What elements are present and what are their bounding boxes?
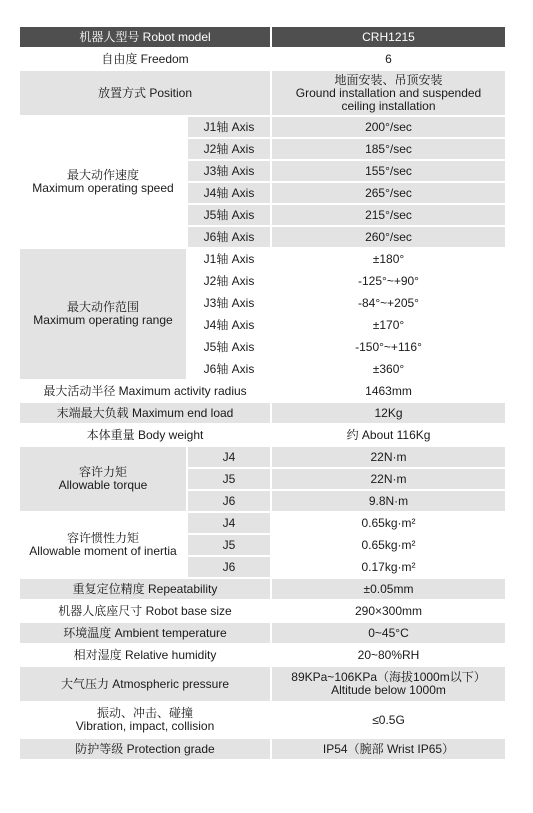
protection-value: IP54（腕部 Wrist IP65）	[272, 739, 505, 759]
pressure-value-2: Altitude below 1000m	[331, 683, 446, 697]
torque-axis-cell: J6	[188, 491, 272, 511]
position-value-en-2: ceiling installation	[341, 98, 436, 113]
range-value-cell: -150°~+116°	[272, 337, 505, 357]
table-row	[20, 703, 505, 737]
inertia-value-cell: 0.65kg·m²	[272, 535, 505, 555]
table-row	[20, 71, 505, 115]
range-label	[20, 249, 188, 379]
torque-axis-cell: J4	[188, 447, 272, 467]
speed-axis-cell: J4轴 Axis	[188, 183, 272, 203]
table-row	[20, 425, 505, 445]
range-axis-cell: J2轴 Axis	[188, 271, 272, 291]
table-row	[20, 667, 505, 701]
range-axis-cell: J1轴 Axis	[188, 249, 272, 269]
table-row	[20, 249, 505, 269]
range-axis-cell: J3轴 Axis	[188, 293, 272, 313]
base-size-label: 机器人底座尺寸 Robot base size	[20, 601, 272, 621]
pressure-value-1: 89KPa~106KPa（海拔1000m以下）	[291, 670, 486, 684]
table-row	[20, 601, 505, 621]
inertia-axis-cell: J5	[188, 535, 272, 555]
range-label-cn: 最大动作范围	[66, 300, 139, 314]
vibration-label	[20, 703, 272, 737]
protection-label: 防护等级 Protection grade	[20, 739, 272, 759]
base-size-value: 290×300mm	[272, 601, 505, 621]
table-row	[20, 447, 505, 467]
speed-value-cell: 265°/sec	[272, 183, 505, 203]
radius-value: 1463mm	[272, 381, 505, 401]
table-row	[20, 49, 505, 69]
speed-value-cell: 215°/sec	[272, 205, 505, 225]
table-row	[20, 513, 505, 533]
table-row	[20, 739, 505, 759]
range-value-cell: -84°~+205°	[272, 293, 505, 313]
speed-axis-cell: J3轴 Axis	[188, 161, 272, 181]
range-axis-cell: J4轴 Axis	[188, 315, 272, 335]
range-value-cell: -125°~+90°	[272, 271, 505, 291]
ambient-temp-label: 环境温度 Ambient temperature	[20, 623, 272, 643]
end-load-label: 末端最大负载 Maximum end load	[20, 403, 272, 423]
humidity-value: 20~80%RH	[272, 645, 505, 665]
position-label: 放置方式 Position	[20, 71, 272, 115]
body-weight-label: 本体重量 Body weight	[20, 425, 272, 445]
end-load-value: 12Kg	[272, 403, 505, 423]
table-row	[20, 645, 505, 665]
speed-label-en: Maximum operating speed	[32, 181, 174, 195]
table-row	[20, 117, 505, 137]
repeatability-value: ±0.05mm	[272, 579, 505, 599]
humidity-label: 相对湿度 Relative humidity	[20, 645, 272, 665]
radius-label: 最大活动半径 Maximum activity radius	[20, 381, 272, 401]
freedom-label: 自由度 Freedom	[20, 49, 272, 69]
inertia-label-en: Allowable moment of inertia	[29, 544, 177, 558]
pressure-label: 大气压力 Atmospheric pressure	[20, 667, 272, 701]
torque-value-cell: 22N·m	[272, 447, 505, 467]
range-label-en: Maximum operating range	[33, 313, 173, 327]
torque-label-cn: 容许力矩	[78, 465, 127, 479]
range-axis-cell: J5轴 Axis	[188, 337, 272, 357]
inertia-label	[20, 513, 188, 577]
range-value-cell: ±360°	[272, 359, 505, 379]
range-value-cell: ±170°	[272, 315, 505, 335]
speed-label-cn: 最大动作速度	[66, 168, 139, 182]
torque-value-cell: 9.8N·m	[272, 491, 505, 511]
vibration-value: ≤0.5G	[272, 703, 505, 737]
table-row	[20, 623, 505, 643]
freedom-value: 6	[272, 49, 505, 69]
speed-axis-cell: J1轴 Axis	[188, 117, 272, 137]
robot-model-label: 机器人型号 Robot model	[20, 27, 272, 47]
inertia-axis-cell: J6	[188, 557, 272, 577]
pressure-value	[272, 667, 505, 701]
torque-label	[20, 447, 188, 511]
range-value-cell: ±180°	[272, 249, 505, 269]
robot-model-value: CRH1215	[272, 27, 505, 47]
speed-label	[20, 117, 188, 247]
vibration-label-cn: 振动、冲击、碰撞	[96, 706, 193, 720]
torque-axis-cell: J5	[188, 469, 272, 489]
speed-value-cell: 185°/sec	[272, 139, 505, 159]
range-axis-cell: J6轴 Axis	[188, 359, 272, 379]
torque-value-cell: 22N·m	[272, 469, 505, 489]
speed-axis-cell: J5轴 Axis	[188, 205, 272, 225]
ambient-temp-value: 0~45°C	[272, 623, 505, 643]
speed-axis-cell: J2轴 Axis	[188, 139, 272, 159]
table-row	[20, 403, 505, 423]
table-row	[20, 381, 505, 401]
position-value	[272, 71, 505, 115]
repeatability-label: 重复定位精度 Repeatability	[20, 579, 272, 599]
inertia-value-cell: 0.65kg·m²	[272, 513, 505, 533]
speed-value-cell: 260°/sec	[272, 227, 505, 247]
inertia-axis-cell: J4	[188, 513, 272, 533]
speed-value-cell: 200°/sec	[272, 117, 505, 137]
vibration-label-en: Vibration, impact, collision	[75, 719, 215, 733]
table-row	[20, 579, 505, 599]
inertia-label-cn: 容许惯性力矩	[66, 531, 139, 545]
position-value-en-1: Ground installation and suspended	[295, 85, 482, 100]
speed-axis-cell: J6轴 Axis	[188, 227, 272, 247]
table-row	[20, 27, 505, 47]
speed-value-cell: 155°/sec	[272, 161, 505, 181]
body-weight-value: 约 About 116Kg	[272, 425, 505, 445]
position-value-cn: 地面安装、吊顶安装	[334, 72, 443, 87]
spec-table	[20, 25, 505, 761]
inertia-value-cell: 0.17kg·m²	[272, 557, 505, 577]
torque-label-en: Allowable torque	[58, 478, 148, 492]
